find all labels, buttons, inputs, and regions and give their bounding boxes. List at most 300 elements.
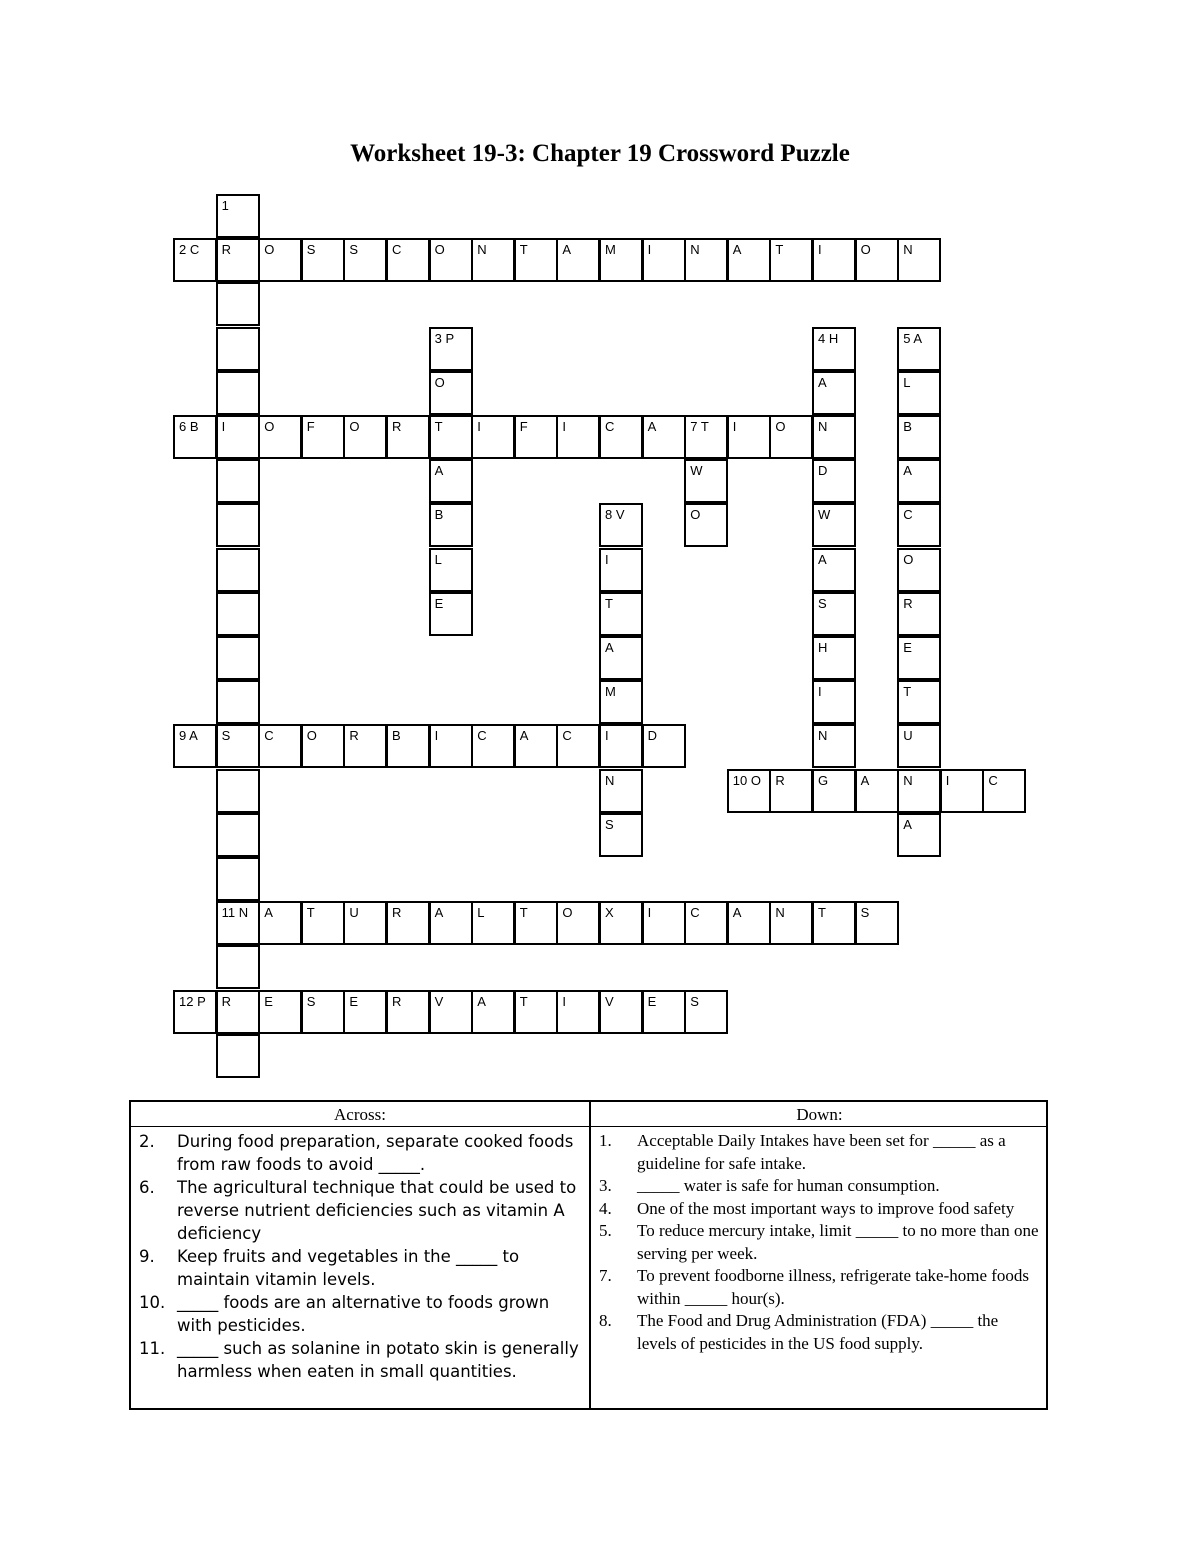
cell-letter: A: [818, 551, 827, 567]
grid-cell: [216, 415, 260, 459]
cell-letter: F: [519, 419, 528, 434]
grid-cell: [897, 548, 941, 592]
cell-letter: H: [818, 640, 828, 655]
cell-letter: T: [903, 684, 912, 700]
cell-letter: O: [349, 419, 360, 434]
grid-cell: [301, 415, 345, 459]
clue-number: 3: [434, 330, 442, 346]
grid-cell: [216, 724, 260, 768]
cell-letter: X: [605, 905, 614, 921]
down-clue-list: [599, 1130, 1039, 1355]
cell-letter: R: [392, 993, 402, 1009]
grid-cell: [216, 194, 260, 238]
clue-number: 9.: [139, 1247, 155, 1266]
clue-text: _____ foods are an alternative to foods grown with pesticides.: [177, 1293, 550, 1335]
grid-cell: [684, 415, 728, 459]
grid-cell: [216, 857, 260, 901]
cell-letter: S: [349, 242, 359, 258]
clue-number: 9: [179, 728, 187, 744]
cell-letter: T: [306, 905, 315, 921]
grid-cell: [514, 238, 558, 282]
grid-cell: [556, 415, 600, 459]
clue-number: 6: [179, 419, 187, 434]
grid-cell: [684, 901, 728, 945]
cell-letter: A: [264, 905, 273, 921]
grid-cell: [216, 769, 260, 813]
cell-letter: N: [477, 242, 487, 258]
grid-cell: [897, 636, 941, 680]
clue-number: 8: [605, 507, 613, 523]
cell-letter: I: [647, 242, 652, 258]
cell-letter: O: [306, 728, 317, 744]
cell-letter: O: [434, 374, 445, 390]
grid-cell: [812, 459, 856, 503]
grid-cell: [216, 901, 260, 945]
grid-cell: [940, 769, 984, 813]
cell-letter: D: [818, 463, 828, 479]
cell-letter: E: [349, 993, 359, 1009]
grid-cell: [216, 282, 260, 326]
grid-cell: [429, 459, 473, 503]
across-clue: [139, 1245, 579, 1291]
grid-cell: [343, 415, 387, 459]
across-clue: [139, 1176, 579, 1245]
cell-letter: N: [238, 905, 249, 921]
grid-cell: [216, 813, 260, 857]
grid-cell: [599, 813, 643, 857]
cell-letter: B: [189, 419, 199, 434]
grid-cell: [556, 901, 600, 945]
cell-letter: N: [903, 242, 913, 258]
cell-letter: L: [903, 374, 911, 390]
grid-cell: [897, 459, 941, 503]
grid-cell: [897, 724, 941, 768]
cell-letter: T: [519, 993, 528, 1009]
cell-letter: A: [732, 242, 742, 258]
grid-cell: [897, 238, 941, 282]
clue-number: 4.: [599, 1198, 612, 1218]
cell-letter: A: [647, 419, 657, 434]
cell-letter: A: [519, 728, 529, 744]
grid-cell: [216, 945, 260, 989]
grid-cell: [599, 238, 643, 282]
grid-cell: [556, 724, 600, 768]
cell-letter: O: [434, 242, 445, 258]
cell-letter: R: [903, 595, 913, 611]
cell-letter: A: [732, 905, 742, 921]
cell-letter: D: [647, 728, 657, 744]
clue-number: 2: [179, 242, 187, 258]
across-heading: Across:: [334, 1105, 386, 1124]
clue-number: 11: [221, 905, 236, 921]
clue-text: The Food and Drug Administration (FDA) _____ the levels of pesticides in the US food supply.: [637, 1311, 999, 1353]
grid-cell: [429, 548, 473, 592]
grid-cell: [812, 548, 856, 592]
grid-cell: [173, 415, 217, 459]
grid-cell: [684, 238, 728, 282]
grid-cell: [684, 503, 728, 547]
down-clue: [599, 1198, 1039, 1221]
grid-cell: [216, 459, 260, 503]
grid-cell: [216, 503, 260, 547]
grid-cell: [727, 415, 771, 459]
grid-cell: [471, 238, 515, 282]
cell-letter: M: [605, 242, 616, 258]
clue-number: 7: [690, 419, 698, 434]
cell-letter: S: [605, 816, 614, 832]
cell-letter: T: [605, 595, 613, 611]
cell-letter: C: [605, 419, 615, 434]
cell-letter: A: [605, 640, 614, 655]
cell-letter: O: [903, 551, 914, 567]
grid-cell: [684, 990, 728, 1034]
grid-cell: [599, 724, 643, 768]
clue-number: 1.: [599, 1131, 612, 1150]
cell-letter: R: [775, 772, 785, 788]
grid-cell: [855, 901, 899, 945]
cell-letter: C: [189, 242, 200, 258]
cell-letter: O: [690, 507, 701, 523]
grid-cell: [173, 990, 217, 1034]
grid-cell: [429, 415, 473, 459]
grid-cell: [642, 990, 686, 1034]
cell-letter: A: [434, 463, 444, 479]
cell-letter: N: [775, 905, 785, 921]
column-divider: [589, 1102, 591, 1408]
grid-cell: [727, 769, 771, 813]
down-clue: [599, 1175, 1039, 1198]
grid-cell: [599, 990, 643, 1034]
cell-letter: A: [434, 905, 444, 921]
grid-cell: [429, 503, 473, 547]
grid-cell: [982, 769, 1026, 813]
cell-letter: T: [519, 242, 528, 258]
cell-letter: L: [477, 905, 485, 921]
grid-cell: [216, 680, 260, 724]
cell-letter: I: [647, 905, 652, 921]
header-divider: [131, 1126, 1046, 1127]
cell-letter: A: [477, 993, 486, 1009]
clue-text: Acceptable Daily Intakes have been set for _____ as a guideline for safe intake.: [637, 1131, 1006, 1173]
clue-number: 6.: [139, 1178, 155, 1197]
cell-letter: C: [903, 507, 913, 523]
across-clue: [139, 1130, 579, 1176]
grid-cell: [386, 238, 430, 282]
cell-letter: E: [264, 993, 273, 1009]
grid-cell: [684, 459, 728, 503]
cell-letter: S: [818, 595, 827, 611]
grid-cell: [343, 238, 387, 282]
cell-letter: I: [945, 772, 950, 788]
grid-cell: [258, 724, 302, 768]
grid-cell: [429, 990, 473, 1034]
cell-letter: C: [264, 728, 274, 744]
down-clue: [599, 1130, 1039, 1175]
grid-cell: [599, 503, 643, 547]
cell-letter: R: [349, 728, 359, 744]
cell-letter: B: [434, 507, 444, 523]
grid-cell: [769, 415, 813, 459]
grid-cell: [301, 724, 345, 768]
across-clue: [139, 1337, 579, 1383]
grid-cell: [812, 724, 856, 768]
grid-cell: [343, 901, 387, 945]
cell-letter: R: [392, 905, 402, 921]
cell-letter: A: [562, 242, 572, 258]
clue-text: To prevent foodborne illness, refrigerate take-home foods within _____ hour(s).: [637, 1266, 1030, 1308]
cell-letter: A: [903, 816, 912, 832]
grid-cell: [812, 592, 856, 636]
grid-cell: [216, 990, 260, 1034]
cell-letter: C: [392, 242, 402, 258]
grid-cell: [812, 415, 856, 459]
cell-letter: W: [690, 463, 703, 479]
cell-letter: C: [988, 772, 998, 788]
grid-cell: [216, 548, 260, 592]
cell-letter: O: [264, 242, 275, 258]
grid-cell: [812, 238, 856, 282]
grid-cell: [556, 990, 600, 1034]
cell-letter: A: [913, 330, 922, 346]
cell-letter: S: [306, 993, 316, 1009]
clue-text: Keep fruits and vegetables in the _____ to maintain vitamin levels.: [177, 1247, 520, 1289]
cell-letter: N: [605, 772, 615, 788]
cell-letter: E: [903, 640, 912, 655]
cell-letter: A: [189, 728, 198, 744]
grid-cell: [599, 901, 643, 945]
grid-cell: [471, 415, 515, 459]
grid-cell: [258, 415, 302, 459]
cell-letter: R: [221, 993, 231, 1009]
grid-cell: [897, 371, 941, 415]
cell-letter: I: [605, 551, 609, 567]
cell-letter: N: [690, 242, 700, 258]
clue-text: _____ water is safe for human consumption.: [637, 1176, 940, 1195]
cell-letter: T: [775, 242, 784, 258]
grid-cell: [386, 901, 430, 945]
grid-cell: [812, 901, 856, 945]
grid-cell: [812, 371, 856, 415]
grid-cell: [343, 724, 387, 768]
cell-letter: O: [860, 242, 871, 258]
down-heading: Down:: [796, 1105, 843, 1124]
grid-cell: [514, 415, 558, 459]
grid-cell: [216, 592, 260, 636]
grid-cell: [769, 238, 813, 282]
cell-letter: R: [221, 242, 231, 258]
grid-cell: [812, 327, 856, 371]
cell-letter: C: [562, 728, 572, 744]
grid-cell: [258, 990, 302, 1034]
grid-cell: [514, 901, 558, 945]
clue-text: _____ such as solanine in potato skin is generally harmless when eaten in small quantities.: [177, 1339, 579, 1381]
cell-letter: I: [562, 419, 567, 434]
clue-number: 8.: [599, 1311, 612, 1330]
cell-letter: V: [615, 507, 625, 523]
cell-letter: A: [903, 463, 912, 479]
cell-letter: P: [197, 993, 206, 1009]
grid-cell: [471, 724, 515, 768]
grid-cell: [897, 503, 941, 547]
cell-letter: I: [818, 684, 822, 700]
cell-letter: I: [818, 242, 822, 258]
grid-cell: [897, 592, 941, 636]
grid-cell: [897, 327, 941, 371]
cell-letter: E: [647, 993, 657, 1009]
across-clue-list: [139, 1130, 579, 1383]
grid-cell: [599, 415, 643, 459]
cell-letter: O: [750, 772, 762, 788]
cell-letter: C: [477, 728, 487, 744]
grid-cell: [471, 901, 515, 945]
grid-cell: [855, 769, 899, 813]
grid-cell: [216, 1034, 260, 1078]
grid-cell: [216, 636, 260, 680]
cell-letter: O: [264, 419, 275, 434]
grid-cell: [471, 990, 515, 1034]
grid-cell: [599, 592, 643, 636]
grid-cell: [258, 901, 302, 945]
grid-cell: [897, 415, 941, 459]
down-clue: [599, 1220, 1039, 1265]
clue-number: 7.: [599, 1266, 612, 1285]
clue-number: 5: [903, 330, 911, 346]
cell-letter: B: [392, 728, 401, 744]
cell-letter: I: [477, 419, 481, 434]
cell-letter: T: [519, 905, 528, 921]
grid-cell: [599, 636, 643, 680]
cell-letter: S: [690, 993, 699, 1009]
cell-letter: T: [700, 419, 709, 434]
grid-cell: [429, 592, 473, 636]
clue-text: During food preparation, separate cooked foods from raw foods to avoid _____.: [177, 1132, 574, 1174]
grid-cell: [642, 415, 686, 459]
across-clue: [139, 1291, 579, 1337]
grid-cell: [301, 990, 345, 1034]
cell-letter: S: [221, 728, 231, 744]
cell-letter: I: [221, 419, 226, 434]
grid-cell: [514, 724, 558, 768]
cell-letter: L: [434, 551, 442, 567]
grid-cell: [514, 990, 558, 1034]
clue-text: To reduce mercury intake, limit _____ to no more than one serving per week.: [637, 1221, 1039, 1263]
cell-letter: V: [434, 993, 444, 1009]
grid-cell: [216, 327, 260, 371]
cell-letter: I: [434, 728, 439, 744]
grid-cell: [897, 813, 941, 857]
cell-letter: F: [306, 419, 315, 434]
grid-cell: [386, 724, 430, 768]
cell-letter: O: [562, 905, 573, 921]
grid-cell: [301, 238, 345, 282]
grid-cell: [216, 238, 260, 282]
clue-number: 12: [179, 993, 194, 1009]
clue-number: 3.: [599, 1176, 612, 1195]
grid-cell: [343, 990, 387, 1034]
cell-letter: N: [818, 728, 828, 744]
cell-letter: W: [818, 507, 831, 523]
grid-cell: [386, 990, 430, 1034]
cell-letter: G: [818, 772, 829, 788]
clue-text: One of the most important ways to improve food safety: [637, 1198, 1015, 1218]
cell-letter: B: [903, 419, 912, 434]
grid-cell: [173, 724, 217, 768]
grid-cell: [897, 680, 941, 724]
clue-number: 11.: [139, 1339, 166, 1358]
grid-cell: [642, 724, 686, 768]
clue-number: 5.: [599, 1221, 612, 1240]
grid-cell: [727, 901, 771, 945]
cell-letter: O: [775, 419, 786, 434]
grid-cell: [727, 238, 771, 282]
cell-letter: T: [434, 419, 443, 434]
clue-number: 2.: [139, 1132, 155, 1151]
cell-letter: E: [434, 595, 444, 611]
cell-letter: I: [562, 993, 567, 1009]
grid-cell: [769, 901, 813, 945]
down-clue: [599, 1265, 1039, 1310]
grid-cell: [429, 238, 473, 282]
cell-letter: I: [732, 419, 737, 434]
cell-letter: T: [818, 905, 826, 921]
clues-table: [129, 1100, 1048, 1410]
grid-cell: [216, 371, 260, 415]
grid-cell: [386, 415, 430, 459]
cell-letter: U: [349, 905, 359, 921]
cell-letter: S: [306, 242, 316, 258]
cell-letter: I: [605, 728, 609, 744]
clue-number: 4: [818, 330, 826, 346]
clue-number: 1: [221, 198, 229, 213]
grid-cell: [769, 769, 813, 813]
grid-cell: [599, 680, 643, 724]
cell-letter: S: [860, 905, 870, 921]
clue-number: 10: [732, 772, 748, 788]
clue-text: The agricultural technique that could be used to reverse nutrient deficiencies such as vitamin A deficiency: [177, 1178, 577, 1243]
grid-cell: [812, 503, 856, 547]
cell-letter: N: [818, 419, 828, 434]
cell-letter: R: [392, 419, 402, 434]
grid-cell: [599, 548, 643, 592]
cell-letter: A: [818, 374, 827, 390]
grid-cell: [599, 769, 643, 813]
page-title: Worksheet 19-3: Chapter 19 Crossword Puzzle: [350, 140, 850, 167]
grid-cell: [812, 636, 856, 680]
grid-cell: [642, 901, 686, 945]
grid-cell: [258, 238, 302, 282]
cell-letter: M: [605, 684, 616, 700]
cell-letter: C: [690, 905, 700, 921]
grid-cell: [812, 680, 856, 724]
down-clue: [599, 1310, 1039, 1355]
grid-cell: [429, 327, 473, 371]
cell-letter: A: [860, 772, 870, 788]
cell-letter: V: [605, 993, 614, 1009]
grid-cell: [812, 769, 856, 813]
grid-cell: [173, 238, 217, 282]
clue-number: 10.: [139, 1293, 166, 1312]
grid-cell: [642, 238, 686, 282]
grid-cell: [429, 901, 473, 945]
grid-cell: [897, 769, 941, 813]
cell-letter: P: [445, 330, 455, 346]
grid-cell: [855, 238, 899, 282]
grid-cell: [556, 238, 600, 282]
grid-cell: [301, 901, 345, 945]
grid-cell: [429, 371, 473, 415]
cell-letter: U: [903, 728, 913, 744]
cell-letter: H: [828, 330, 839, 346]
